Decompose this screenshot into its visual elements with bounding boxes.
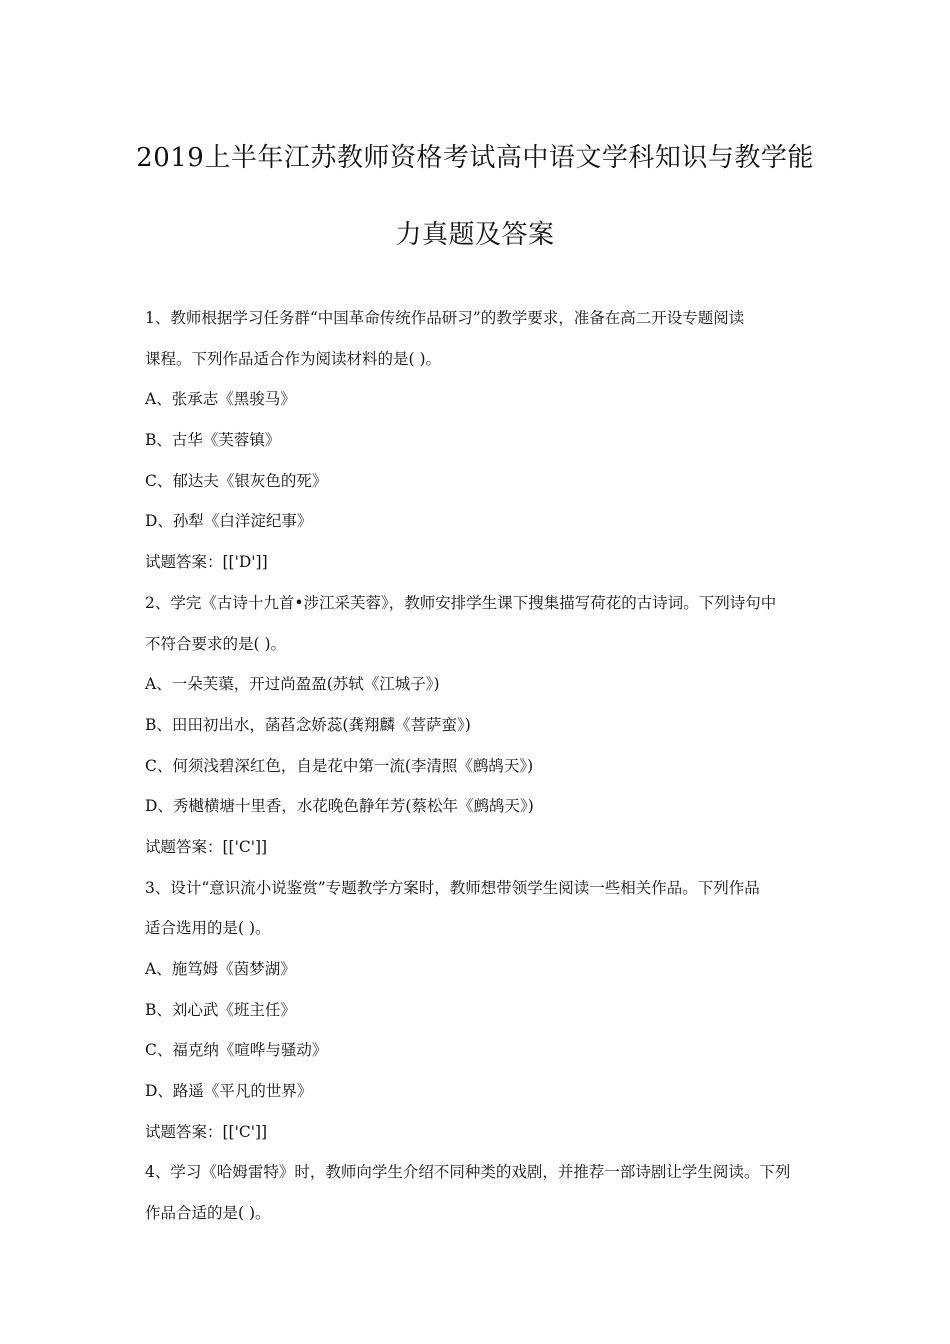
question-stem: 2、学完《古诗十九首•涉江采芙蓉》，教师安排学生课下搜集描写荷花的古诗词。下列诗句中 <box>145 593 777 612</box>
answer-line: 试题答案：[['C']] <box>145 837 268 856</box>
option-b: B、刘心武《班主任》 <box>145 1000 296 1019</box>
question-stem: 作品合适的是( )。 <box>145 1204 271 1223</box>
question-3 <box>145 876 810 1161</box>
option-c: C、何须浅碧深红色，自是花中第一流(李清照《鹧鸪天》) <box>145 756 534 775</box>
question-stem: 1、教师根据学习任务群“中国革命传统作品研习”的教学要求，准备在高二开设专题阅读 <box>145 309 745 327</box>
question-2 <box>145 591 810 876</box>
option-c: C、福克纳《喧哗与骚动》 <box>145 1041 328 1060</box>
option-b: B、田田初出水，菡萏念娇蕊(龚翔麟《菩萨蛮》) <box>145 715 471 734</box>
question-stem: 适合选用的是( )。 <box>145 919 271 938</box>
option-c: C、郁达夫《银灰色的死》 <box>145 471 328 490</box>
option-a: A、张承志《黑骏马》 <box>145 390 296 409</box>
question-list <box>145 306 810 1242</box>
option-a: A、施笃姆《茵梦湖》 <box>145 960 296 978</box>
answer-line: 试题答案：[['C']] <box>145 1122 268 1141</box>
option-d: D、孙犁《白洋淀纪事》 <box>145 512 313 531</box>
question-stem: 4、学习《哈姆雷特》时，教师向学生介绍不同种类的戏剧，并推荐一部诗剧让学生阅读。下列 <box>145 1163 791 1182</box>
question-stem: 3、设计“意识流小说鉴赏”专题教学方案时，教师想带领学生阅读一些相关作品。下列作品 <box>145 878 760 897</box>
option-a: A、一朵芙蕖，开过尚盈盈(苏轼《江城子》) <box>145 675 440 694</box>
document-title-line-2: 力真题及答案 <box>395 220 555 250</box>
question-4 <box>145 1160 810 1241</box>
option-b: B、古华《芙蓉镇》 <box>145 431 281 450</box>
question-1 <box>145 306 810 591</box>
question-stem: 课程。下列作品适合作为阅读材料的是( )。 <box>145 349 442 368</box>
question-stem: 不符合要求的是( )。 <box>145 634 287 653</box>
option-d: D、路遥《平凡的世界》 <box>145 1082 313 1101</box>
document-title-line-1: 2019上半年江苏教师资格考试高中语文学科知识与教学能 <box>136 143 814 173</box>
option-d: D、秀樾横塘十里香，水花晚色静年芳(蔡松年《鹧鸪天》) <box>145 797 534 816</box>
answer-line: 试题答案：[['D']] <box>145 553 268 572</box>
